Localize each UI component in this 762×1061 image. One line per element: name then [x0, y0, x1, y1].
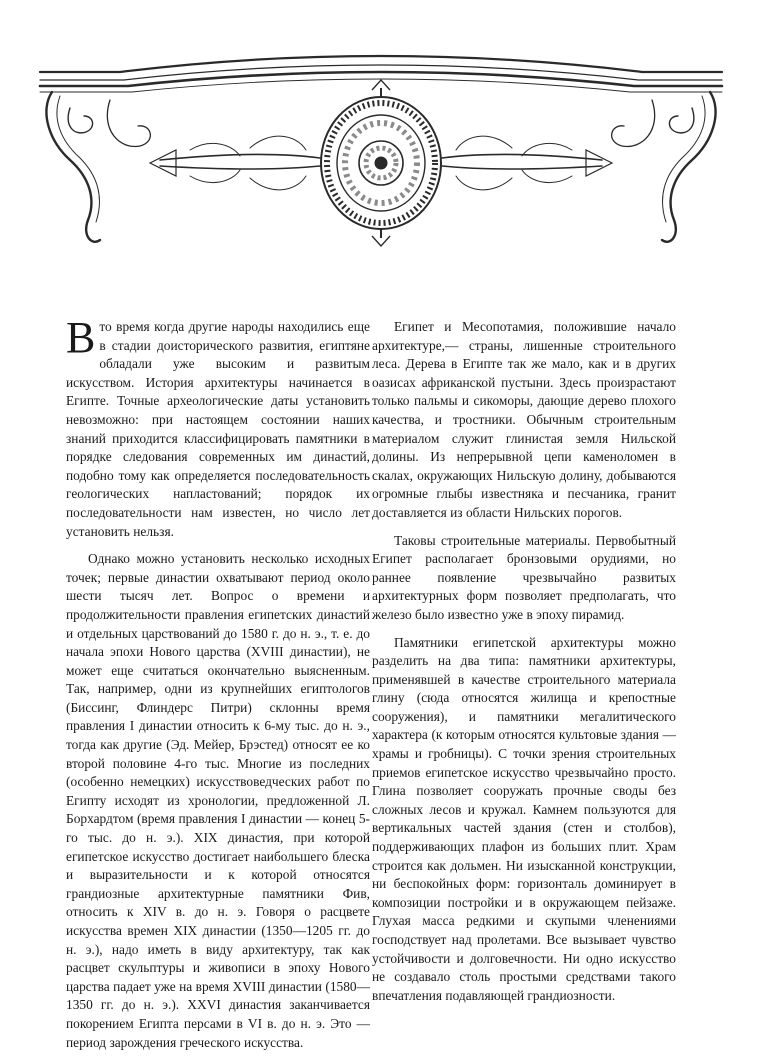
paragraph: Таковы строительные материалы. Первобытный Египет располагает бронзовыми орудиями, но раннее появление чрезвычайно развитых архитектурных форм позволяет предполагать, что железо было известно уже в эпоху пирамид. — [372, 532, 676, 622]
paragraph: Египет и Месопотамия, положившие начало архитектуре,— страны, лишенные строительного леса. Дерева в Египте так же мало, как и в других оазисах африканской пустыни. Здесь произрастают только пальмы и сикоморы, дающие дерево плохого качества, и тростники. Обычным строительным материалом служит глинистая земля Нильской долины. Из непрерывной цепи каменоломен в скалах, окружающих Нильскую долину, добываются огромные глыбы известняка и песчаника, гранит доставляется из области Нильских порогов. — [372, 319, 676, 520]
drop-cap: В — [66, 313, 96, 362]
paragraph: Однако можно установить несколько исходных точек; первые династии охватывают период около шести тысяч лет. Вопрос о времени и продолжительности правления египетских династий и отдельных царствований до 1580 г. до н. э., т. е. до начала эпохи Нового царства (XVIII династии), не может еще считаться окончательно выясненным. Так, например, одни из крупнейших египтологов (Биссинг, Флиндерс Питри) склонны время правления I династии относить к 6-му тыс. до н. э., тогда как другие (Эд. Мейер, Брэстед) относят ее ко второй половине 4-го тыс. Многие из последних (особенно немецких) искусствоведческих работ по Египту исходят из хронологии, предложенной Л. Борхардтом (время правления I династии — конец 5-го тыс. до н. э.). XIX династия, при которой египетское искусство достигает наибольшего блеска и выразительности и к которой относятся грандиозные архитектурные памятники Фив, относить к XIV в. до н. э. Говоря о расцвете искусства времен XIX династии (1350—1205 гг. до н. э.), надо иметь в виду архитектуру, так как расцвет скульптуры и живописи в эпоху Нового царства падает уже на время XVIII династии (1580—1350 гг. до н. э.). XXVI династия заканчивается покорением Египта персами в VI в. до н. э. Это — период зарождения греческого искусства. — [66, 551, 370, 1050]
paragraph: Памятники египетской архитектуры можно разделить на два типа: памятники архитектуры, применявшей в качестве строительного материала глину (сюда относятся жилища и крепостные сооружения), и памятники мегалитического характера (к которым относятся культовые здания — храмы и гробницы). С точки зрения строительных приемов египетское искусство чрезвычайно просто. Глина позволяет сооружать прочные своды без сложных лесов и кружал. Камнем пользуются для вертикальных частей здания (стен и столбов), поддерживающих плафон из больших плит. Храм строится как дольмен. Ни изысканной конструкции, ни беспокойных форм: горизонталь доминирует в композиции постройки и в окружающем пейзаже. Глухая масса редкими и скупыми членениями господствует над пролетами. Все вызывает чувство устойчивости и долговечности. Ни одно искусство не создавало столь простыми средствами такого впечатления подавляющей грандиозности. — [372, 634, 676, 1003]
paragraph-text: то время когда другие народы находились еще в стадии доисторического развития, египтяне обладали уже высоким и развитым искусством. История архитектуры начинается в Египте. Точные археологические даты установить невозможно: при настоящем состоянии наших знаний приходится классифицировать памятники в порядке следования современных им династий, подобно тому как определяется последовательность геологических напластований; порядок их последовательности нам известен, но число лет установить нельзя. — [66, 319, 370, 539]
left-text-column — [66, 313, 370, 1061]
paragraph — [66, 313, 370, 541]
right-text-column — [372, 318, 676, 1014]
decorative-header-ornament-icon — [0, 0, 762, 300]
